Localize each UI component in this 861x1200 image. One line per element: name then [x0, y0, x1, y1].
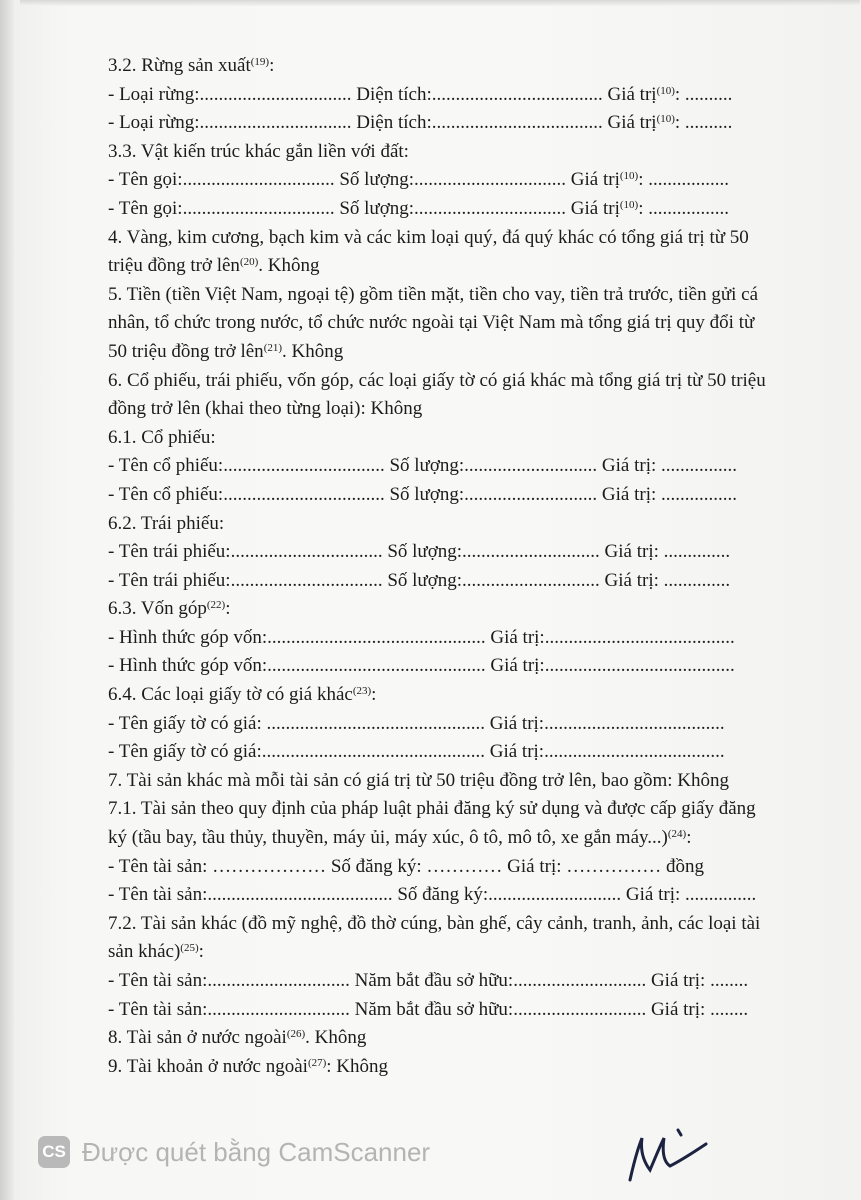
footnote-ref: (20) — [239, 256, 259, 269]
footnote-ref: (25) — [180, 942, 199, 955]
document-line — [108, 967, 768, 996]
line-text: - Tên giấy tờ có giá: .............................................. Giá trị:...................................... — [108, 712, 725, 734]
document-line — [108, 767, 768, 796]
line-text: 3.3. Vật kiến trúc khác gắn liền với đất: — [108, 140, 409, 162]
line-text: - Tên gọi:................................ Số lượng:................................ Giá trị — [108, 169, 620, 191]
line-text: - Tên trái phiếu:................................ Số lượng:............................. Giá trị: .............. — [108, 541, 731, 563]
line-text-tail: : .......... — [674, 83, 733, 105]
document-line — [108, 367, 768, 424]
camscanner-watermark — [38, 1134, 430, 1170]
document-line — [108, 738, 768, 767]
footnote-ref: (22) — [206, 599, 226, 612]
footnote-ref: (10) — [619, 198, 639, 211]
camscanner-text: Được quét bằng CamScanner — [82, 1136, 431, 1167]
line-text: 7.2. Tài sản khác (đồ mỹ nghệ, đồ thờ cúng, bàn ghế, cây cảnh, tranh, ảnh, các loại tài sản khác) — [108, 912, 761, 963]
footnote-ref: (19) — [250, 56, 270, 68]
document-line — [108, 481, 768, 510]
document-line — [108, 166, 768, 195]
document-line — [108, 567, 768, 596]
line-text-tail: : ................. — [638, 169, 729, 191]
line-text: - Tên gọi:................................ Số lượng:................................ Giá trị — [108, 197, 620, 219]
line-text: 4. Vàng, kim cương, bạch kim và các kim loại quý, đá quý khác có tổng giá trị từ 50 triệu đồng trở lên — [108, 226, 749, 277]
line-text-tail: : — [686, 827, 692, 849]
footnote-ref: (10) — [656, 84, 675, 97]
footnote-ref: (23) — [352, 685, 372, 698]
line-text: - Tên trái phiếu:................................ Số lượng:............................. Giá trị: .............. — [108, 569, 731, 591]
line-text-tail: : — [225, 598, 231, 620]
line-text: - Hình thức góp vốn:.............................................. Giá trị:........................................ — [108, 626, 735, 648]
declaration-body — [108, 52, 768, 1081]
footnote-ref: (10) — [619, 170, 639, 183]
line-text-tail: : — [371, 684, 377, 706]
line-text: 5. Tiền (tiền Việt Nam, ngoại tệ) gồm tiền mặt, tiền cho vay, tiền trả trước, tiền gửi cá nhân, tổ chức trong nước, tổ chức nước ngoài tại Việt Nam mà tổng giá trị quy đổi từ 50 triệu đồng trở lên — [108, 283, 759, 362]
document-line — [108, 138, 768, 167]
page-shadow-edge — [0, 0, 14, 1200]
line-text: - Tên tài sản:.............................. Năm bắt đầu sở hữu:............................ Giá trị: ........ — [108, 970, 749, 991]
document-line — [108, 195, 768, 224]
document-line — [108, 538, 768, 567]
line-text: - Hình thức góp vốn:.............................................. Giá trị:........................................ — [108, 655, 735, 677]
line-text: - Loại rừng:................................ Diện tích:.................................... Giá trị — [108, 83, 657, 105]
signature-mark — [618, 1118, 738, 1188]
footnote-ref: (21) — [263, 341, 283, 354]
document-line — [108, 795, 768, 852]
line-text-tail: . Không — [282, 340, 344, 362]
document-line — [108, 910, 768, 967]
line-text: - Tên cổ phiếu:.................................. Số lượng:............................ Giá trị: ................ — [108, 455, 738, 477]
line-text: 6.1. Cổ phiếu: — [108, 426, 216, 448]
document-line — [108, 881, 768, 910]
line-text: 8. Tài sản ở nước ngoài — [108, 1027, 287, 1049]
document-line — [108, 1024, 768, 1053]
page-top-edge — [20, 0, 860, 6]
line-text-tail: : — [269, 55, 275, 76]
footnote-ref: (27) — [307, 1056, 327, 1069]
line-text: - Loại rừng:................................ Diện tích:.................................... Giá trị — [108, 112, 657, 134]
line-text-tail: . Không — [305, 1027, 367, 1049]
document-line — [108, 710, 768, 739]
footnote-ref: (24) — [667, 828, 687, 841]
document-line — [108, 52, 768, 81]
document-line — [108, 424, 768, 453]
line-text-tail: : Không — [326, 1055, 389, 1077]
document-line — [108, 281, 768, 367]
document-line — [108, 452, 768, 481]
document-line — [108, 109, 768, 138]
line-text: - Tên tài sản:....................................... Số đăng ký:............................ Giá trị: ............... — [108, 884, 757, 906]
line-text: 9. Tài khoản ở nước ngoài — [108, 1055, 308, 1077]
footnote-ref: (26) — [286, 1028, 306, 1041]
line-text-tail: . Không — [258, 255, 320, 277]
line-text-tail: : ................. — [638, 197, 729, 219]
document-line — [108, 681, 768, 710]
document-line — [108, 1053, 768, 1082]
document-line — [108, 81, 768, 110]
document-line — [108, 510, 768, 539]
footnote-ref: (10) — [656, 113, 675, 126]
line-text: 6. Cổ phiếu, trái phiếu, vốn góp, các loại giấy tờ có giá khác mà tổng giá trị từ 50 triệu đồng trở lên (khai theo từng loại): Không — [108, 369, 766, 420]
line-text-tail: : — [198, 941, 204, 963]
line-text: 3.2. Rừng sản xuất — [108, 55, 251, 76]
document-line — [108, 224, 768, 281]
line-text: 7. Tài sản khác mà mỗi tài sản có giá trị từ 50 triệu đồng trở lên, bao gồm: Không — [108, 769, 730, 791]
line-text: 7.1. Tài sản theo quy định của pháp luật phải đăng ký sử dụng và được cấp giấy đăng ký (tầu bay, tầu thủy, thuyền, máy ủi, máy xúc, ô tô, mô tô, xe gắn máy...) — [108, 798, 756, 849]
line-text: - Tên tài sản:.............................. Năm bắt đầu sở hữu:............................ Giá trị: ........ — [108, 998, 749, 1020]
line-text: 6.3. Vốn góp — [108, 598, 207, 620]
line-text-tail: : .......... — [674, 112, 733, 134]
document-line — [108, 853, 768, 882]
document-line — [108, 595, 768, 624]
camscanner-logo: CS — [38, 1136, 70, 1168]
line-text: - Tên giấy tờ có giá:............................................... Giá trị:...................................... — [108, 741, 725, 763]
line-text: - Tên cổ phiếu:.................................. Số lượng:............................ Giá trị: ................ — [108, 483, 738, 505]
document-line — [108, 996, 768, 1025]
document-line — [108, 652, 768, 681]
line-text: 6.4. Các loại giấy tờ có giá khác — [108, 684, 353, 706]
document-line — [108, 624, 768, 653]
line-text: - Tên tài sản: ……………… Số đăng ký: ………… Giá trị: …………… đồng — [108, 855, 704, 877]
line-text: 6.2. Trái phiếu: — [108, 512, 225, 534]
